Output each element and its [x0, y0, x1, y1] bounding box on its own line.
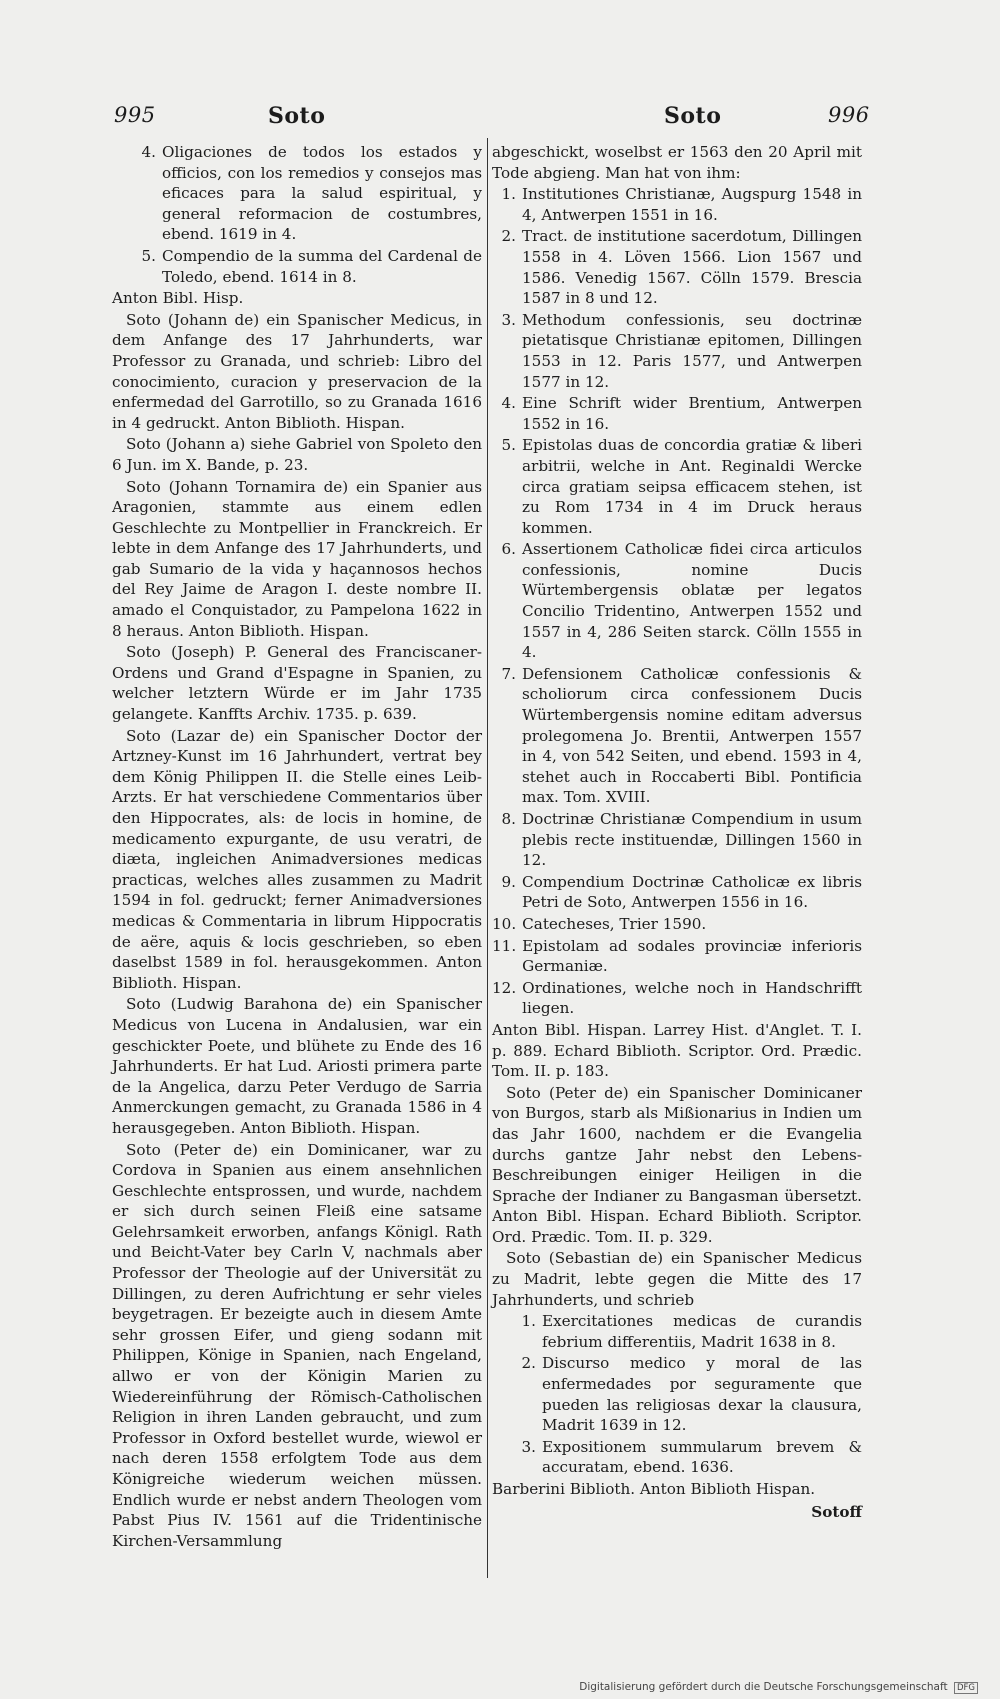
item-number: 11. [492, 936, 517, 955]
page-number-right: 996 [828, 103, 870, 127]
running-title-left: Soto [268, 103, 326, 129]
dfg-logo: DFG [954, 1682, 978, 1694]
entry-soto-peter-burgos: Soto (Peter de) ein Spanischer Dominicaner von Burgos, starb als Mißionarius in Indien um das Jahr 1600, nachdem er die Evangelia durchs gantze Jahr nebst den Lebens-Beschreibungen einiger Heiligen in die Sprache der Indianer zu Bangasman übersetzt. Anton Bibl. Hispan. Echard Biblioth. Scriptor. Ord. Prædic. Tom. II. p. 329. [492, 1083, 862, 1246]
item-text: Exercitationes medicas de curandis febrium differentiis, Madrit 1638 in 8. [542, 1312, 862, 1351]
item-text: Eine Schrift wider Brentium, Antwerpen 1552 in 16. [522, 394, 862, 433]
item-text: Ordinationes, welche noch in Handschrifft liegen. [522, 978, 862, 1018]
item-text: Expositionem summularum brevem & accuratam, ebend. 1636. [542, 1437, 862, 1477]
reference-line: Anton Bibl. Hisp. [112, 289, 244, 308]
digitization-credit [579, 1681, 978, 1694]
item-number: 5. [501, 436, 516, 455]
item-text: Doctrinæ Christianæ Compendium in usum plebis recte instituendæ, Dillingen 1560 in 12. [522, 810, 862, 870]
item-text: Methodum confessionis, seu doctrinæ pietatisque Christianæ epitomen, Dillingen 1553 in 12. Paris 1577, und Antwerpen 1577 in 12. [522, 310, 862, 391]
item-text: Epistolam ad sodales provinciæ inferioris Germaniæ. [522, 936, 862, 976]
entry-continuation: abgeschickt, woselbst er 1563 den 20 April mit Tode abgieng. Man hat von ihm: [492, 143, 862, 182]
list-item [492, 539, 862, 663]
catchword: Sotoff [811, 1502, 862, 1521]
list-item [112, 142, 482, 245]
works-list [492, 1311, 862, 1478]
item-text: Assertionem Catholicæ fidei circa articulos confessionis, nomine Ducis Würtembergensis oblatæ per legatos Concilio Tridentino, Antwerpen 1552 und 1557 in 4, 286 Seiten starck. Cölln 1555 in 4. [522, 540, 862, 662]
item-number: 8. [501, 810, 516, 828]
item-text: Compendio de la summa del Cardenal de Toledo, ebend. 1614 in 8. [162, 246, 482, 286]
item-number: 2. [501, 227, 516, 246]
credit-text: Digitalisierung gefördert durch die Deutsche Forschungsgemeinschaft [579, 1681, 948, 1693]
item-text: Discurso medico y moral de las enfermedades por seguramente que pueden las religiosas dexar la clausura, Madrit 1639 in 12. [542, 1354, 862, 1435]
list-item [492, 936, 862, 977]
entry-soto-joseph: Soto (Joseph) P. General des Franciscaner-Ordens und Grand d'Espagne in Spanien, zu welcher letztern Würde er im Jahr 1735 gelangete. Kanffts Archiv. 1735. p. 639. [112, 643, 482, 724]
works-list [492, 184, 862, 1019]
list-item [112, 246, 482, 287]
list-item [492, 310, 862, 392]
left-column [112, 142, 482, 1552]
item-text: Catecheses, Trier 1590. [522, 914, 707, 933]
item-number: 4. [141, 143, 156, 161]
list-item [492, 1311, 862, 1352]
entry-soto-ludwig: Soto (Ludwig Barahona de) ein Spanischer Medicus von Lucena in Andalusien, war ein geschickter Poete, und blühete zu Ende des 16 Jahrhunderts. Er hat Lud. Ariosti primera parte de la Angelica, darzu Peter Verdugo de Sarria Anmerckungen gemacht, zu Granada 1586 in 4 herausgegeben. Anton Biblioth. Hispan. [112, 995, 482, 1137]
item-number: 1. [521, 1312, 536, 1331]
list-item [492, 1353, 862, 1435]
list-item [492, 872, 862, 913]
item-text: Institutiones Christianæ, Augspurg 1548 in 4, Antwerpen 1551 in 16. [522, 185, 862, 224]
item-number: 3. [521, 1437, 536, 1456]
item-number: 12. [492, 978, 517, 997]
item-number: 7. [501, 664, 516, 683]
entry-soto-lazar: Soto (Lazar de) ein Spanischer Doctor der Artzney-Kunst im 16 Jahrhundert, vertrat bey dem König Philippen II. die Stelle eines Leib-Arzts. Er hat verschiedene Commentarios über den Hippocrates, als: de locis in homine, de medicamento expurgante, de usu veratri, de diæta, ingleichen Animadversiones medicas practicas, welches alles zusammen zu Madrit 1594 in fol. gedruckt; ferner Animadversiones medicas & Commentaria in librum Hippocratis de aëre, aquis & locis geschrieben, so eben daselbst 1589 in fol. herausgekommen. Anton Biblioth. Hispan. [112, 726, 482, 992]
list-item [492, 914, 862, 935]
entry-soto-johann-de: Soto (Johann de) ein Spanischer Medicus, in dem Anfange des 17 Jahrhunderts, war Professor zu Granada, und schrieb: Libro del conocimiento, curacion y preservacion de la enfermedad del Garrotillo, so zu Granada 1616 in 4 gedruckt. Anton Biblioth. Hispan. [112, 310, 482, 432]
item-number: 5. [141, 246, 156, 265]
list-item [492, 226, 862, 308]
list-item [492, 664, 862, 808]
entry-soto-sebastian: Soto (Sebastian de) ein Spanischer Medicus zu Madrit, lebte gegen die Mitte des 17 Jahrhunderts, und schrieb [492, 1249, 862, 1309]
page-number-left: 995 [114, 103, 156, 127]
list-item [492, 393, 862, 434]
list-item [492, 978, 862, 1019]
item-number: 3. [501, 310, 516, 329]
entry-soto-johann-tornamira: Soto (Johann Tornamira de) ein Spanier aus Aragonien, stammte aus einem edlen Geschlechte zu Montpellier in Franckreich. Er lebte in dem Anfange des 17 Jahrhunderts, und gab Sumario de la vida y haçannosos hechos del Rey Jaime de Aragon I. deste nombre II. amado el Conquistador, zu Pampelona 1622 in 8 heraus. Anton Biblioth. Hispan. [112, 477, 482, 640]
right-column [492, 142, 862, 1523]
list-item [492, 184, 862, 225]
item-text: Tract. de institutione sacerdotum, Dillingen 1558 in 4. Löven 1566. Lion 1567 und 1586. Venedig 1567. Cölln 1579. Brescia 1587 in 8 und 12. [522, 227, 862, 308]
list-item [492, 809, 862, 871]
item-number: 2. [521, 1354, 536, 1373]
item-text: Defensionem Catholicæ confessionis & scholiorum circa confessionem Ducis Würtembergensis nomine editam adversus prolegomena Jo. Brentii, Antwerpen 1557 in 4, von 542 Seiten, und ebend. 1593 in 4, stehet auch in Roccaberti Bibl. Pontificia max. Tom. XVIII. [522, 664, 862, 807]
item-text: Epistolas duas de concordia gratiæ & liberi arbitrii, welche in Ant. Reginaldi Wercke circa gratiam seipsa efficacem stehen, ist zu Rom 1734 in 4 im Druck heraus kommen. [522, 436, 862, 537]
item-number: 6. [501, 540, 516, 559]
item-text: Compendium Doctrinæ Catholicæ ex libris Petri de Soto, Antwerpen 1556 in 16. [522, 872, 862, 912]
reference-line: Anton Bibl. Hispan. Larrey Hist. d'Anglet. T. I. p. 889. Echard Biblioth. Scriptor. Ord. Prædic. Tom. II. p. 183. [492, 1020, 862, 1081]
item-number: 10. [492, 914, 517, 933]
running-title-right: Soto [664, 103, 722, 129]
column-divider [487, 138, 488, 1578]
list-item [492, 435, 862, 538]
item-number: 1. [501, 185, 516, 204]
item-text: Oligaciones de todos los estados y officios, con los remedios y consejos mas eficaces para la salud espiritual, y general reformacion de costumbres, ebend. 1619 in 4. [162, 143, 482, 244]
item-number: 9. [501, 872, 516, 891]
entry-soto-peter-dominicaner: Soto (Peter de) ein Dominicaner, war zu Cordova in Spanien aus einem ansehnlichen Geschlechte entsprossen, und wurde, nachdem er sich durch seinen Fleiß eine satsame Gelehrsamkeit erworben, anfangs Königl. Rath und Beicht-Vater bey Carln V, nachmals aber Professor der Theologie auf der Universität zu Dillingen, zu deren Aufrichtung er sehr vieles beygetragen. Er bezeigte auch in diesem Amte sehr grossen Eifer, und gieng sodann mit Philippen, Könige in Spanien, nach Engeland, allwo er von der Königin Marien zu Wiedereinführung der Römisch-Catholischen Religion in ihren Landen gebraucht, und zum Professor in Oxford bestellet wurde, wiewol er nach deren 1558 erfolgtem Tode aus dem Königreiche wiederum weichen müssen. Endlich wurde er nebst andern Theologen vom Pabst Pius IV. 1561 auf die Tridentinische Kirchen-Versammlung [112, 1140, 482, 1550]
item-number: 4. [501, 394, 516, 413]
entry-soto-johann-a: Soto (Johann a) siehe Gabriel von Spoleto den 6 Jun. im X. Bande, p. 23. [112, 435, 482, 474]
list-item [492, 1437, 862, 1478]
reference-line: Barberini Biblioth. Anton Biblioth Hispan. [492, 1480, 816, 1498]
